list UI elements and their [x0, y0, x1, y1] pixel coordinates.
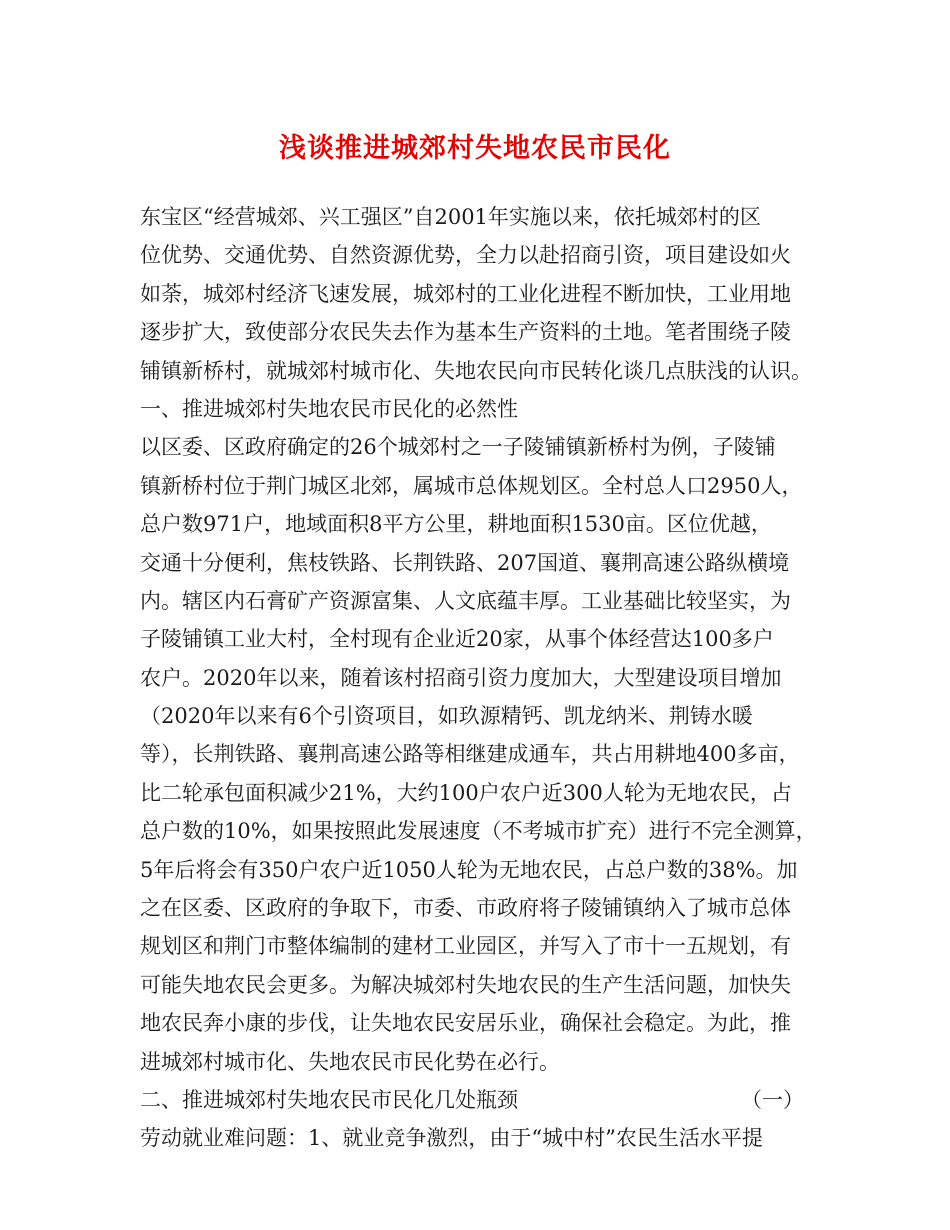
- text-line: 农户。2020年以来，随着该村招商引资力度加大，大型建设项目增加: [140, 665, 782, 690]
- text-line: 内。辖区内石膏矿产资源富集、人文底蕴丰厚。工业基础比较坚实，为: [140, 588, 791, 613]
- text-line: 逐步扩大，致使部分农民失去作为基本生产资料的土地。笔者围绕子陵: [140, 320, 791, 345]
- document-body: [140, 198, 830, 1158]
- text-line: 地农民奔小康的步伐，让失地农民安居乐业，确保社会稳定。为此，推: [140, 1011, 791, 1036]
- text-line: 劳动就业难问题：1、就业竞争激烈，由于“城中村”农民生活水平提: [140, 1126, 763, 1151]
- text-line: 子陵铺镇工业大村，全村现有企业近20家，从事个体经营达100多户: [140, 627, 774, 652]
- text-line: 之在区委、区政府的争取下，市委、市政府将子陵铺镇纳入了城市总体: [140, 896, 791, 921]
- text-line: 比二轮承包面积减少21%，大约100户农户近300人轮为无地农民，占: [140, 780, 792, 805]
- section-heading-1: 一、推进城郊村失地农民市民化的必然性: [140, 396, 518, 421]
- text-line: 5年后将会有350户农户近1050人轮为无地农民，占总户数的38%。加: [140, 857, 798, 882]
- text-line: 可能失地农民会更多。为解决城郊村失地农民的生产生活问题，加快失: [140, 972, 791, 997]
- section-heading-2-row: [140, 1081, 804, 1119]
- text-line: 铺镇新桥村，就城郊村城市化、失地农民向市民转化谈几点肤浅的认识。: [140, 358, 812, 383]
- section-heading-2: 二、推进城郊村失地农民市民化几处瓶颈: [140, 1087, 518, 1112]
- text-line: 总户数971户，地域面积8平方公里，耕地面积1530亩。区位优越，: [140, 512, 772, 537]
- text-line: 等），长荆铁路、襄荆高速公路等相继建成通车，共占用耕地400多亩，: [140, 742, 800, 767]
- text-line: 镇新桥村位于荆门城区北郊，属城市总体规划区。全村总人口2950人，: [140, 473, 803, 498]
- subsection-marker: （一）: [741, 1087, 804, 1112]
- text-line: 位优势、交通优势、自然资源优势，全力以赴招商引资，项目建设如火: [140, 243, 791, 268]
- text-line: 交通十分便利，焦枝铁路、长荆铁路、207国道、襄荆高速公路纵横境: [140, 550, 790, 575]
- text-line: 进城郊村城市化、失地农民市民化势在必行。: [140, 1049, 560, 1074]
- text-line: 如荼，城郊村经济飞速发展，城郊村的工业化进程不断加快，工业用地: [140, 281, 791, 306]
- text-line: 总户数的10%，如果按照此发展速度（不考城市扩充）进行不完全测算，: [140, 819, 817, 844]
- text-line: 东宝区“经营城郊、兴工强区”自2001年实施以来，依托城郊村的区: [140, 205, 761, 229]
- text-line: 规划区和荆门市整体编制的建材工业园区，并写入了市十一五规划，有: [140, 934, 791, 959]
- text-line: 以区委、区政府确定的26个城郊村之一子陵铺镇新桥村为例，子陵铺: [140, 435, 776, 460]
- text-line: （2020年以来有6个引资项目，如玖源精钙、凯龙纳米、荆铸水暖: [140, 704, 753, 729]
- document-title: 浅谈推进城郊村失地农民市民化: [279, 133, 671, 164]
